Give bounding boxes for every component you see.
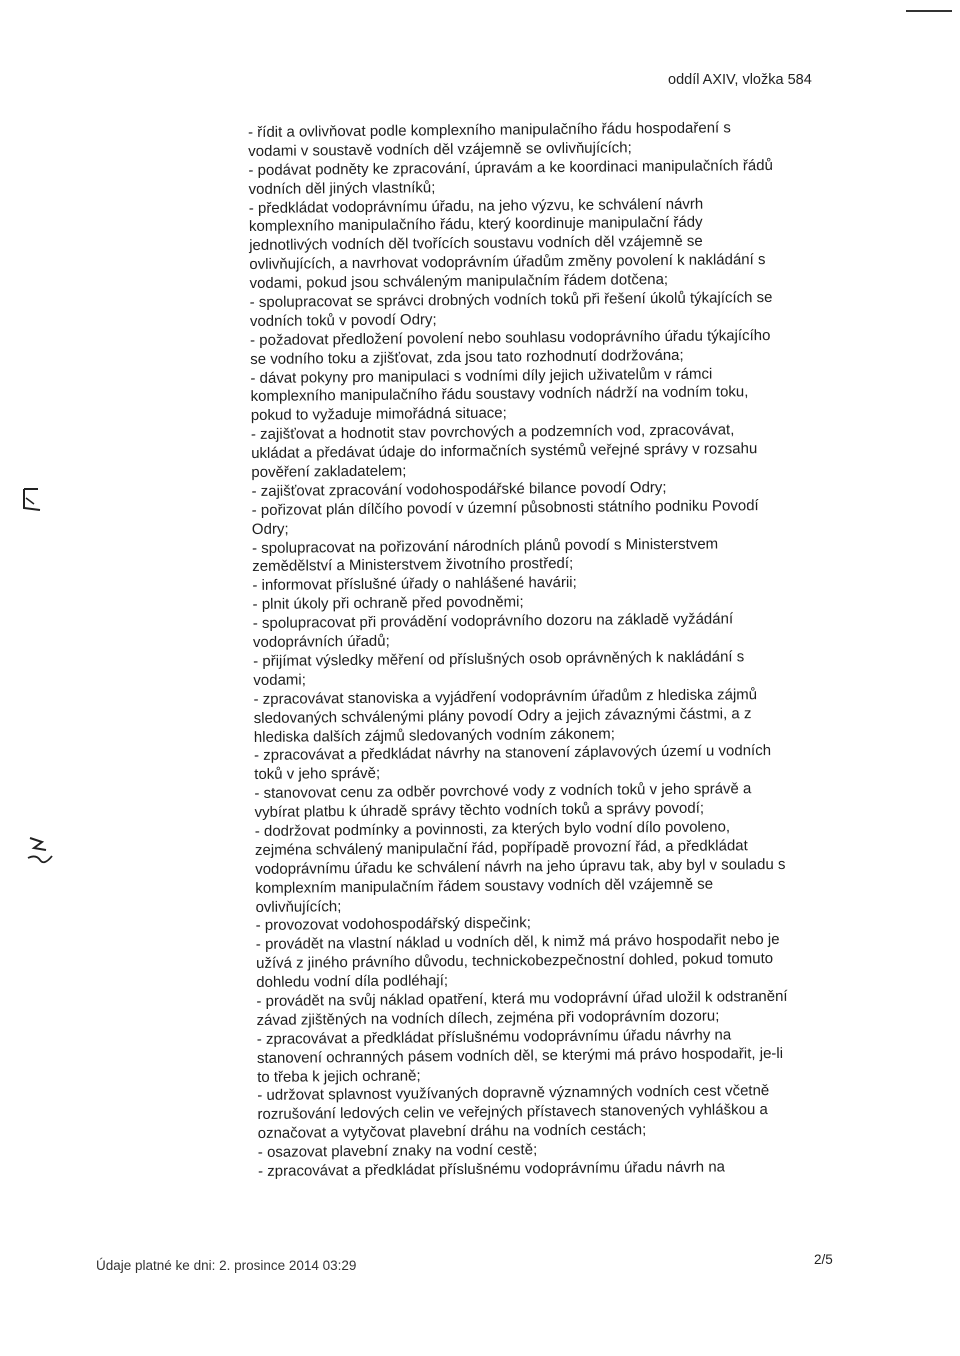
text-line: ukládat a předávat údaje do informačních systémů veřejné správy v rozsahu: [251, 440, 758, 463]
text-line: - provádět na svůj náklad opatření, která mu vodoprávní úřad uložil k odstranění: [256, 987, 788, 1010]
text-line: ovlivňujících, a navrhovat vodoprávním úřadům změny povolení k nakládání s: [249, 251, 766, 274]
text-line: zejména schválený manipulační řád, popřípadě provozní řád, a předkládat: [254, 837, 748, 859]
text-line: vodami;: [253, 671, 306, 689]
text-line: vodami v soustavě vodních děl vzájemně se ovlivňujících;: [248, 139, 632, 160]
footer-date: Údaje platné ke dni: 2. prosince 2014 03:29: [96, 1258, 357, 1273]
text-line: - zajišťovat a hodnotit stav povrchových a podzemních vod, zpracovávat,: [250, 421, 735, 444]
text-line: - stanovovat cenu za odběr povrchové vody z vodních toků v jeho správě a: [254, 780, 752, 803]
text-line: - pořizovat plán dílčího povodí v územní působnosti státního podniku Povodí: [251, 496, 759, 519]
text-line: komplexního manipulačního řádu, který koordinuje manipulační řády: [248, 214, 703, 236]
text-line: Odry;: [251, 520, 289, 538]
text-line: se vodního toku a zjišťovat, zda jsou tato rozhodnutí dodržována;: [250, 346, 684, 368]
text-line: - dávat pokyny pro manipulaci s vodními díly jejich uživatelům v rámci: [250, 365, 713, 387]
text-line: - spolupracovat se správci drobných vodních toků při řešení úkolů týkajících se: [249, 288, 773, 312]
text-line: vodoprávnímu úřadu ke schválení návrh na jeho úpravu tak, aby byl v souladu s: [255, 855, 786, 878]
text-line: - udržovat splavnost využívaných dopravně významných vodních cest včetně: [257, 1082, 770, 1105]
text-line: vodních toků v povodí Odry;: [249, 311, 437, 330]
margin-mark-top: [20, 486, 44, 514]
text-line: ovlivňujících;: [255, 897, 342, 916]
text-line: - plnit úkoly při ochraně před povodněmi;: [252, 593, 524, 614]
text-line: - informovat příslušné úřady o nahlášené havárii;: [252, 574, 577, 595]
text-line: hlediska dalších zájmů sledovaných vodním zákonem;: [253, 725, 615, 746]
text-line: označovat a vytyčovat plavební dráhu na vodních cestách;: [257, 1121, 647, 1143]
text-line: závad zjištěných na vodních dílech, zejména při vodoprávním dozoru;: [256, 1007, 720, 1029]
text-line: - řídit a ovlivňovat podle komplexního manipulačního řádu hospodaření s: [248, 119, 731, 141]
text-line: - přijímat výsledky měření od příslušných osob oprávněných k nakládání s: [253, 648, 745, 670]
text-line: užívá z jiného právního důvodu, technickobezpečnostní dohled, pokud tomuto: [255, 950, 774, 973]
text-line: - zajišťovat zpracování vodohospodářské bilance povodí Odry;: [251, 478, 667, 500]
corner-dash: [904, 8, 954, 14]
text-line: zemědělství a Ministerstvem životního prostředí;: [252, 555, 574, 576]
text-line: sledovaných schválenými plány povodí Odry a jejich závaznými částmi, a z: [253, 704, 752, 727]
text-line: - spolupracovat na pořizování národních plánů povodí s Ministerstvem: [251, 535, 719, 557]
text-line: vodních děl jiných vlastníků;: [248, 178, 436, 198]
text-line: rozrušování ledových celin ve veřejných přístavech stanovených vyhláškou a: [257, 1101, 768, 1124]
text-line: stanovení ochranných pásem vodních děl, se kterými má právo hospodařit, je-li: [256, 1044, 784, 1067]
page-header: oddíl AXIV, vložka 584: [668, 72, 812, 88]
document-body: [248, 118, 858, 1182]
text-line: komplexního manipulačního řádu soustavy vodních nádrží na vodním toku,: [250, 383, 749, 406]
text-line: - dodržovat podmínky a povinnosti, za kterých bylo vodní dílo povoleno,: [254, 818, 731, 840]
text-line: vybírat platbu k úhradě správy těchto vodních toků a správy povodí;: [254, 799, 705, 822]
text-line: pokud to vyžaduje mimořádná situace;: [250, 404, 507, 425]
text-line: komplexním manipulačním řádem soustavy vodních děl vzájemně se: [255, 875, 714, 897]
text-line: - provádět na vlastní náklad u vodních děl, k nimž má právo hospodařit nebo je: [255, 931, 780, 954]
text-line: - zpracovávat a předkládat příslušnému vodoprávnímu úřadu návrh na: [257, 1158, 726, 1180]
text-line: toků v jeho správě;: [254, 765, 381, 784]
text-line: pověření zakladatelem;: [251, 462, 407, 482]
margin-mark-bottom: [24, 834, 54, 866]
text-line: - zpracovávat a předkládat příslušnému vodoprávnímu úřadu návrhy na: [256, 1026, 732, 1048]
text-line: jednotlivých vodních děl tvořících soustavu vodních děl vzájemně se: [249, 232, 703, 255]
text-line: to třeba k jejich ochraně;: [257, 1066, 421, 1086]
text-line: - zpracovávat stanoviska a vyjádření vodoprávním úřadům z hlediska zájmů: [253, 685, 758, 708]
text-line: - provozovat vodohospodářský dispečink;: [255, 914, 531, 935]
text-line: - předkládat vodoprávnímu úřadu, na jeho výzvu, ke schválení návrh: [248, 195, 704, 217]
text-line: dohledu vodní díla podléhají;: [256, 972, 449, 992]
page-number: 2/5: [814, 1252, 833, 1267]
text-line: - osazovat plavební znaky na vodní cestě;: [257, 1141, 538, 1162]
text-line: vodoprávních úřadů;: [252, 632, 390, 652]
text-line: vodami, pokud jsou schváleným manipulačním řádem dotčena;: [249, 271, 669, 293]
text-line: - spolupracovat při provádění vodoprávního dozoru na základě vyžádání: [252, 610, 734, 633]
text-line: - podávat podněty ke zpracování, úpravám a ke koordinaci manipulačních řádů: [248, 156, 773, 179]
text-line: - požadovat předložení povolení nebo souhlasu vodoprávního úřadu týkajícího: [249, 326, 771, 349]
text-line: - zpracovávat a předkládat návrhy na stanovení záplavových území u vodních: [253, 742, 772, 765]
